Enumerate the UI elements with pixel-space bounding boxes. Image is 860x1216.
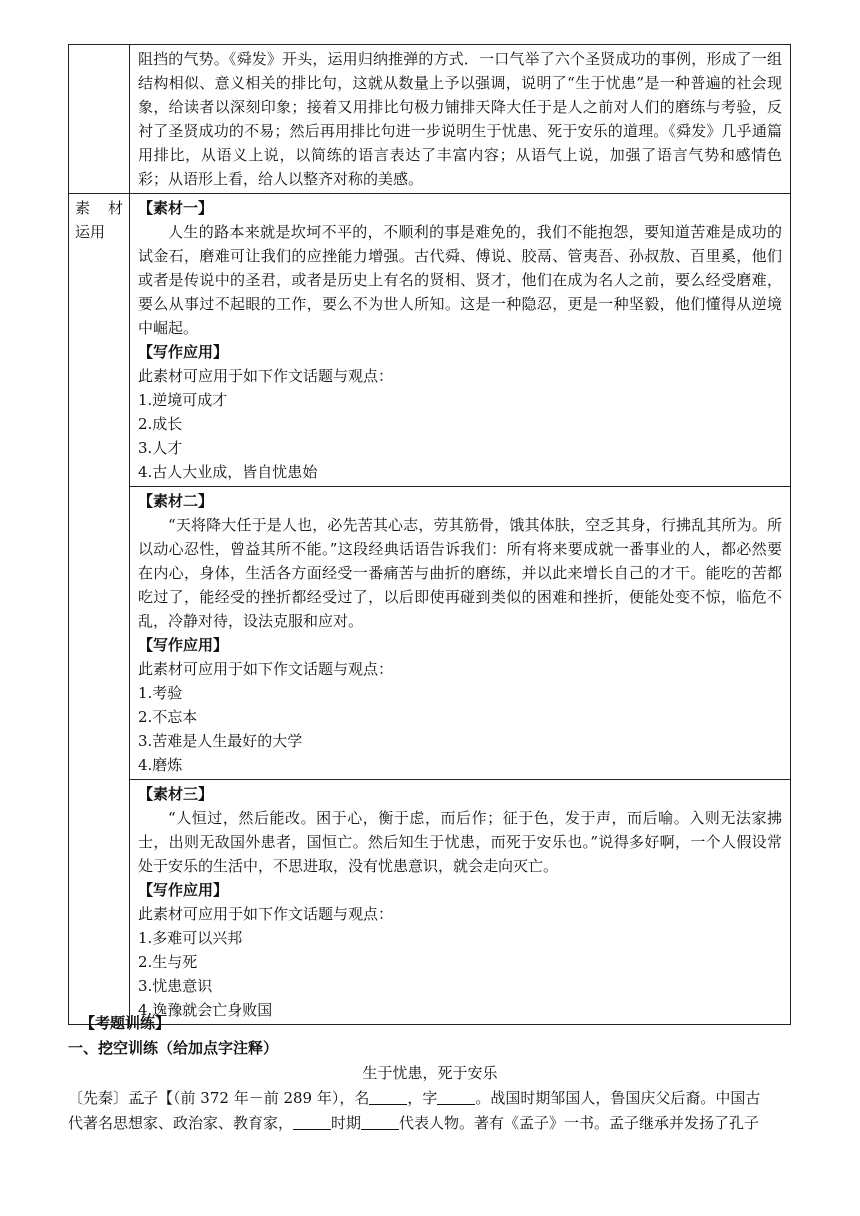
topic-point: 3.苦难是人生最好的大学 — [138, 732, 303, 750]
intro-paragraph: 阻挡的气势。《舜发》开头，运用归纳推弹的方式．一口气举了六个圣贤成功的事例，形成了一组结构相似、意义相关的排比句，这就从数量上予以强调，说明了“生于忧患”是一种普遍的社会现象，给读者以深刻印象；接着又用排比句极力铺排天降大任于是人之前对人们的磨练与考验，反衬了圣贤成功的不易；然后再用排比句进一步说明生于忧患、死于安乐的道理。《舜发》几乎通篇用排比，从语义上说，以简练的语言表达了丰富内容；从语气上说，加强了语言气势和感情色彩；从语形上看，给人以整齐对称的美感。 — [138, 50, 782, 188]
material-text: 人生的路本来就是坎坷不平的，不顺利的事是难免的，我们不能抱怨，要知道苦难是成功的试金石，磨难可让我们的应挫能力增强。古代舜、傅说、胶鬲、管夷吾、孙叔敖、百里奚，他们或者是传说中的圣君，或者是历史上有名的贤相、贤才，他们在成为名人之前，要么经受磨难，要么从事过不起眼的工作，要么不为世人所知。这是一种隐忍，更是一种坚毅，他们懂得从逆境中崛起。 — [138, 223, 782, 337]
material-title: 【素材一】 — [138, 199, 214, 217]
topic-point: 1.考验 — [138, 684, 183, 702]
period-blank[interactable] — [293, 1115, 331, 1130]
material-title: 【素材二】 — [138, 492, 214, 510]
writing-app-intro: 此素材可应用于如下作文话题与观点： — [138, 367, 394, 385]
material-row-2 — [69, 487, 791, 780]
material-cell-1 — [130, 194, 791, 487]
intro-label-cell — [69, 45, 130, 194]
school-blank[interactable] — [361, 1115, 399, 1130]
writing-app-intro: 此素材可应用于如下作文话题与观点： — [138, 905, 394, 923]
topic-point: 2.成长 — [138, 415, 183, 433]
topic-point: 4.逸豫就会亡身败国 — [138, 1001, 273, 1019]
writing-app-title: 【写作应用】 — [138, 636, 229, 654]
training-subheading: 一、挖空训练（给加点字注释） — [68, 1039, 279, 1057]
courtesy-name-blank[interactable] — [437, 1090, 475, 1105]
writing-app-title: 【写作应用】 — [138, 881, 229, 899]
writing-app-title: 【写作应用】 — [138, 343, 229, 361]
topic-point: 1.逆境可成才 — [138, 391, 228, 409]
intro-text-cell — [130, 45, 791, 194]
name-blank[interactable] — [369, 1090, 407, 1105]
poem-title: 生于忧患，死于安乐 — [362, 1064, 498, 1082]
material-row-3 — [69, 780, 791, 1025]
topic-point: 2.不忘本 — [138, 708, 198, 726]
author-line-1 — [68, 1086, 792, 1111]
writing-app-intro: 此素材可应用于如下作文话题与观点： — [138, 660, 394, 678]
topic-point: 4.古人大业成，皆自忧患始 — [138, 463, 318, 481]
material-text: “人恒过，然后能改。困于心，衡于虑，而后作；征于色，发于声，而后喻。入则无法家拂士，出则无敌国外患者，国恒亡。然后知生于忧患，而死于安乐也。”说得多好啊，一个人假设常处于安乐的生活中，不思进取，没有忧患意识，就会走向灭亡。 — [138, 809, 782, 875]
training-heading: 【考题训练】 — [80, 1014, 171, 1032]
topic-point: 2.生与死 — [138, 953, 198, 971]
topic-point: 3.忧患意识 — [138, 977, 213, 995]
dynasty-label: 〔先秦〕 — [68, 1089, 129, 1107]
author-bio-2: 代著名思想家、政治家、教育家， — [68, 1114, 294, 1132]
section-label-line2: 运用 — [75, 223, 106, 241]
material-table — [68, 44, 791, 1025]
topic-point: 3.人才 — [138, 439, 183, 457]
period-label: 时期 — [331, 1114, 362, 1132]
material-cell-2 — [130, 487, 791, 780]
section-label-cell — [69, 194, 130, 1025]
author-line-2 — [68, 1111, 792, 1136]
topic-point: 4.磨炼 — [138, 756, 183, 774]
section-label-line1: 素 材 — [75, 199, 123, 217]
topic-point: 1.多难可以兴邦 — [138, 929, 243, 947]
intro-row — [69, 45, 791, 194]
material-title: 【素材三】 — [138, 785, 214, 803]
material-row-1 — [69, 194, 791, 487]
author-name: 孟子 — [128, 1089, 159, 1107]
courtesy-label: ，字 — [407, 1089, 438, 1107]
author-dates: 【（前 372 年－前 289 年），名 — [158, 1089, 370, 1107]
author-bio-1: 。战国时期邹国人，鲁国庆父后裔。中国古 — [475, 1089, 761, 1107]
material-table-container — [68, 44, 792, 1025]
author-bio-3: 代表人物。著有《孟子》一书。孟子继承并发扬了孔子 — [399, 1114, 760, 1132]
material-cell-3 — [130, 780, 791, 1025]
exam-training-section — [68, 1011, 792, 1136]
material-text: “天将降大任于是人也，必先苦其心志，劳其筋骨，饿其体肤，空乏其身，行拂乱其所为。所以动心忍性，曾益其所不能。”这段经典话语告诉我们：所有将来要成就一番事业的人，都必然要在内心，身体，生活各方面经受一番痛苦与曲折的磨练，并以此来增长自己的才干。能吃的苦都吃过了，能经受的挫折都经受过了，以后即使再碰到类似的困难和挫折，便能处变不惊，临危不乱，冷静对待，设法克服和应对。 — [138, 516, 782, 630]
